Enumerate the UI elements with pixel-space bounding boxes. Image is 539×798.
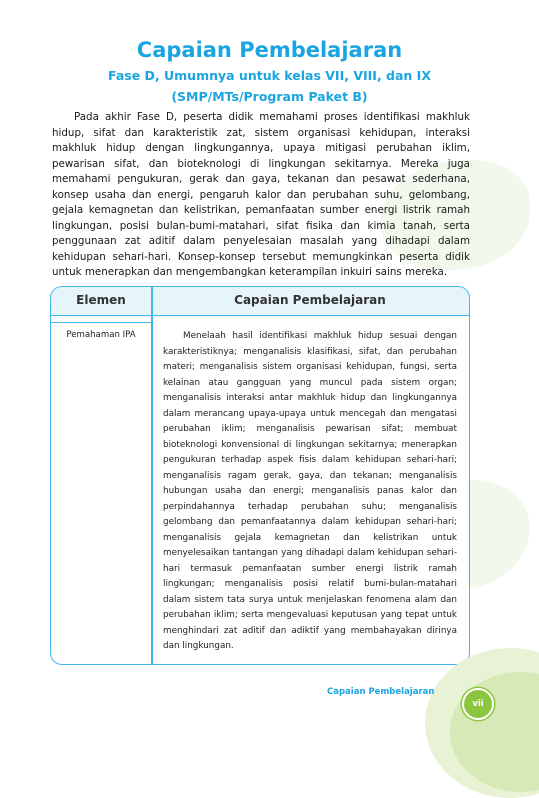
intro-paragraph: Pada akhir Fase D, peserta didik memahami proses identifikasi makhluk hidup, sifat dan karakteristik zat, sistem organisasi kehidupan, interaksi makhluk hidup dengan lingkungannya, upaya mitigasi perubahan iklim, pewarisan sifat, dan bioteknologi di lingkungan sekitarnya. Mereka juga memahami pengukuran, gerak dan gaya, tekanan dan pesawat sederhana, konsep usaha dan energi, pengaruh kalor dan perubahan suhu, gelombang, gejala kemagnetan dan kelistrikan, pemanfaatan sumber energi listrik ramah lingkungan, posisi bulan-bumi-matahari, sifat fisika dan kimia tanah, serta penggunaan zat aditif dalam penyelesaian masalah yang dihadapi dalam kehidupan sehari-hari. Konsep-konsep tersebut memungkinkan peserta didik untuk menerapkan dan mengembangkan keterampilan inkuiri sains mereka. xyxy=(52,111,470,278)
learning-outcomes-table xyxy=(50,286,470,665)
table-header-capaian: Capaian Pembelajaran xyxy=(234,293,386,307)
table-header-elemen: Elemen xyxy=(76,293,126,307)
footer-section-label: Capaian Pembelajaran xyxy=(327,687,435,697)
row-divider xyxy=(51,322,151,323)
page-title: Capaian Pembelajaran xyxy=(136,38,403,62)
table-cell-capaian: Menelaah hasil identifikasi makhluk hidup sesuai dengan karakteristiknya; menganalisis klasifikasi, sifat, dan perubahan materi; menganalisis sistem organisasi kehidupan, fungsi, serta kelainan atau gangguan yang muncul pada sistem organ; menganalisis interaksi antar makhluk hidup dan lingkungannya dalam merancang upaya-upaya untuk mencegah dan mengatasi perubahan iklim; menganalisis pewarisan sifat; membuat bioteknologi konvensional di lingkungan sekitarnya; menerapkan pengukuran terhadap aspek fisis dalam kehidupan sehari-hari; menganalisis ragam gerak, gaya, dan tekanan; menganalisis hubungan usaha dan energi; menganalisis panas kalor dan perpindahannya terhadap perubahan suhu; menganalisis gelombang dan pemanfaatannya dalam kehidupan sehari-hari; menganalisis gejala kemagnetan dan kelistrikan untuk menyelesaikan tantangan yang dihadapi dalam kehidupan sehari-hari termasuk pemanfaatan sumber energi listrik ramah lingkungan; menganalisis posisi relatif bumi-bulan-matahari dalam sistem tata surya untuk menjelaskan fenomena alam dan perubahan iklim; serta mengevaluasi keputusan yang tepat untuk menghindari zat aditif dan adiktif yang membahayakan dirinya dan lingkungan. xyxy=(163,331,457,651)
page-number-badge: vii xyxy=(462,688,494,720)
table-header-row xyxy=(51,287,469,316)
column-divider xyxy=(151,287,153,664)
table-cell-elemen: Pemahaman IPA xyxy=(66,330,136,340)
page-subtitle-school: (SMP/MTs/Program Paket B) xyxy=(171,89,368,104)
page-subtitle-phase: Fase D, Umumnya untuk kelas VII, VIII, dan IX xyxy=(108,68,431,83)
